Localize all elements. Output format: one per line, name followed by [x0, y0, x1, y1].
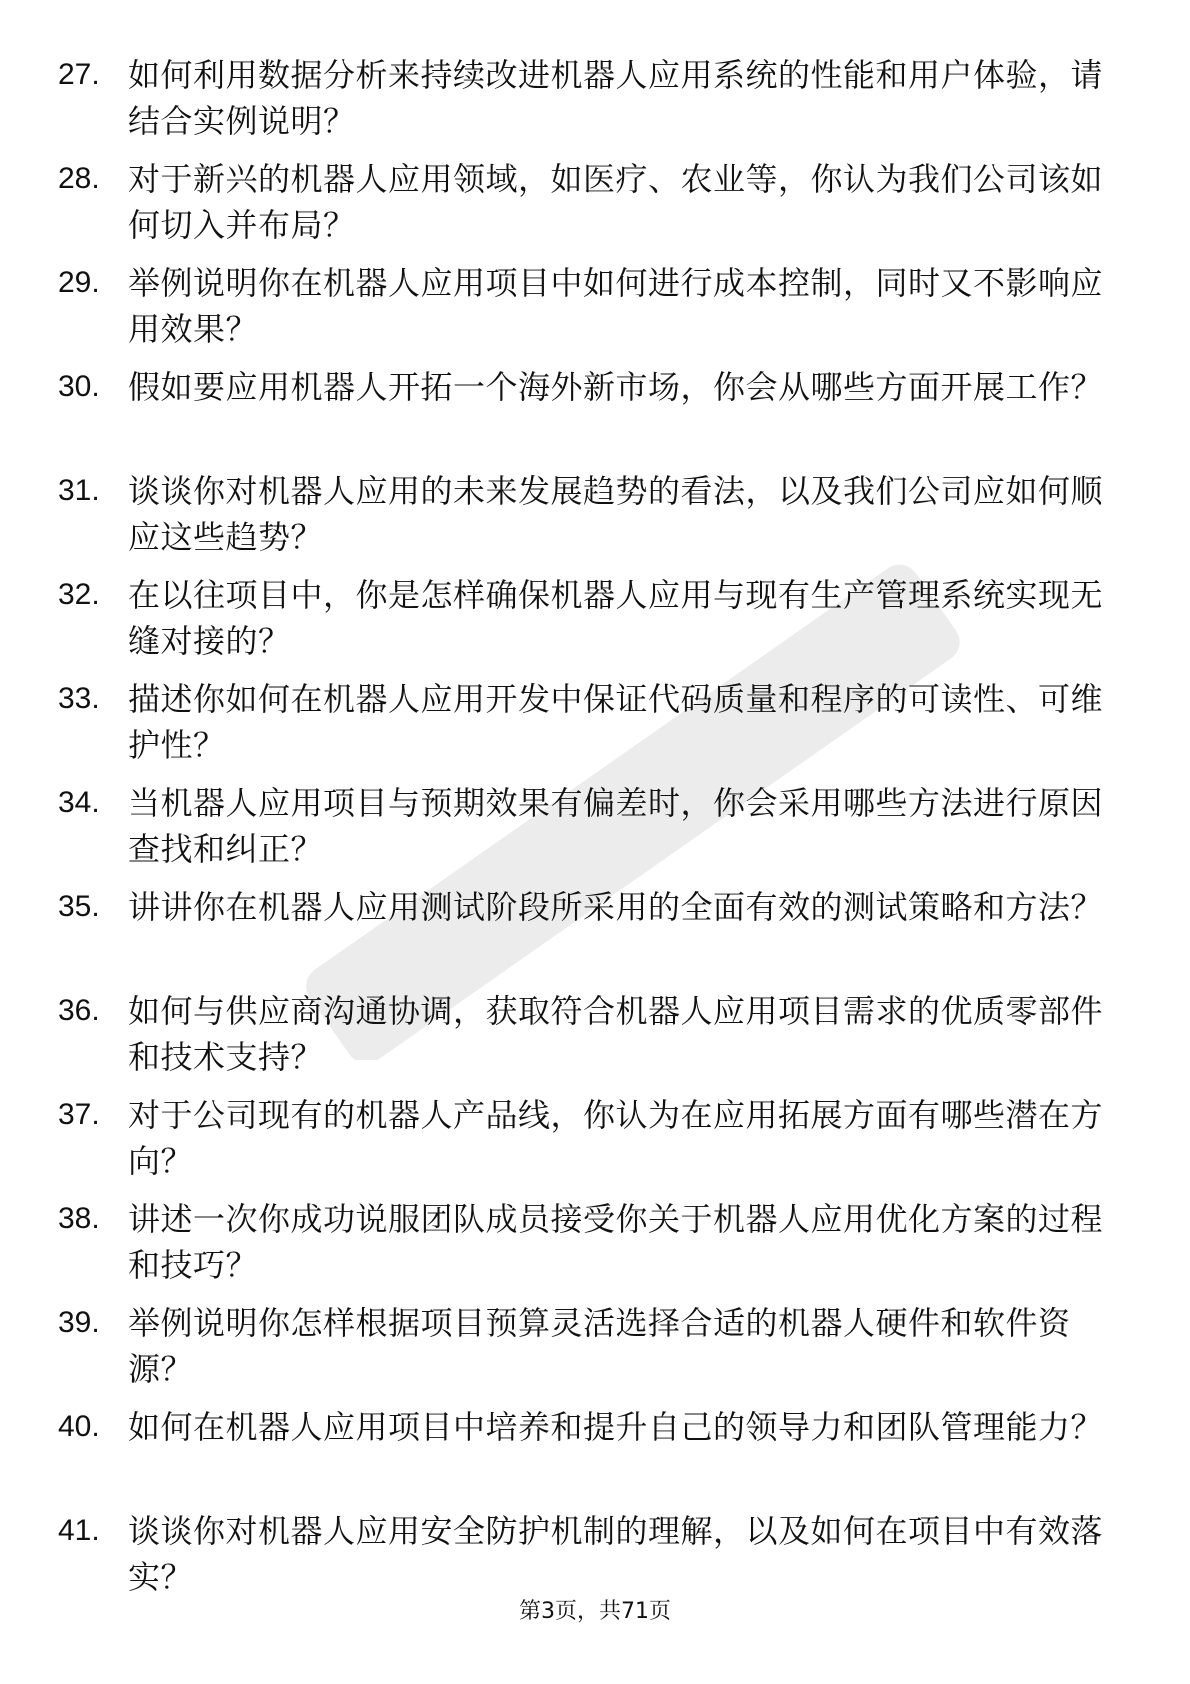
question-text: 谈谈你对机器人应用安全防护机制的理解，以及如何在项目中有效落实？ [128, 1512, 1104, 1596]
question-number: 38. [58, 1202, 100, 1235]
question-item [58, 1196, 1118, 1300]
question-item [58, 676, 1118, 780]
question-number: 32. [58, 578, 100, 611]
question-number: 41. [58, 1514, 100, 1547]
question-number: 36. [58, 994, 100, 1027]
question-item [58, 1300, 1118, 1404]
question-item [58, 572, 1118, 676]
question-number: 34. [58, 786, 100, 819]
question-text: 谈谈你对机器人应用的未来发展趋势的看法，以及我们公司应如何顺应这些趋势？ [128, 472, 1104, 556]
question-number: 37. [58, 1098, 100, 1131]
question-number: 30. [58, 370, 100, 403]
question-item [58, 1404, 1118, 1508]
question-item [58, 52, 1118, 156]
question-number: 40. [58, 1410, 100, 1443]
page-footer: 第3页，共71页 [519, 1599, 671, 1624]
question-text: 在以往项目中，你是怎样确保机器人应用与现有生产管理系统实现无缝对接的？ [128, 576, 1104, 660]
question-text: 举例说明你在机器人应用项目中如何进行成本控制，同时又不影响应用效果？ [128, 264, 1104, 348]
question-item [58, 988, 1118, 1092]
question-item [58, 884, 1118, 988]
question-text: 对于新兴的机器人应用领域，如医疗、农业等，你认为我们公司该如何切入并布局？ [128, 160, 1104, 244]
question-text: 讲讲你在机器人应用测试阶段所采用的全面有效的测试策略和方法？ [128, 888, 1104, 926]
question-text: 如何在机器人应用项目中培养和提升自己的领导力和团队管理能力？ [128, 1408, 1104, 1446]
question-number: 35. [58, 890, 100, 923]
question-item [58, 364, 1118, 468]
question-number: 29. [58, 266, 100, 299]
question-list [58, 52, 1118, 1612]
question-item [58, 260, 1118, 364]
question-text: 对于公司现有的机器人产品线，你认为在应用拓展方面有哪些潜在方向？ [128, 1096, 1104, 1180]
question-text: 假如要应用机器人开拓一个海外新市场，你会从哪些方面开展工作？ [128, 368, 1104, 406]
question-number: 39. [58, 1306, 100, 1339]
question-text: 如何与供应商沟通协调，获取符合机器人应用项目需求的优质零部件和技术支持？ [128, 992, 1104, 1076]
question-number: 31. [58, 474, 100, 507]
question-number: 33. [58, 682, 100, 715]
question-text: 描述你如何在机器人应用开发中保证代码质量和程序的可读性、可维护性？ [128, 680, 1104, 764]
question-item [58, 1092, 1118, 1196]
question-item [58, 468, 1118, 572]
question-text: 当机器人应用项目与预期效果有偏差时，你会采用哪些方法进行原因查找和纠正？ [128, 784, 1104, 868]
question-number: 28. [58, 162, 100, 195]
question-text: 讲述一次你成功说服团队成员接受你关于机器人应用优化方案的过程和技巧？ [128, 1200, 1104, 1284]
question-number: 27. [58, 58, 100, 91]
question-text: 举例说明你怎样根据项目预算灵活选择合适的机器人硬件和软件资源？ [128, 1304, 1071, 1388]
question-item [58, 156, 1118, 260]
question-text: 如何利用数据分析来持续改进机器人应用系统的性能和用户体验，请结合实例说明？ [128, 56, 1104, 140]
question-item [58, 780, 1118, 884]
